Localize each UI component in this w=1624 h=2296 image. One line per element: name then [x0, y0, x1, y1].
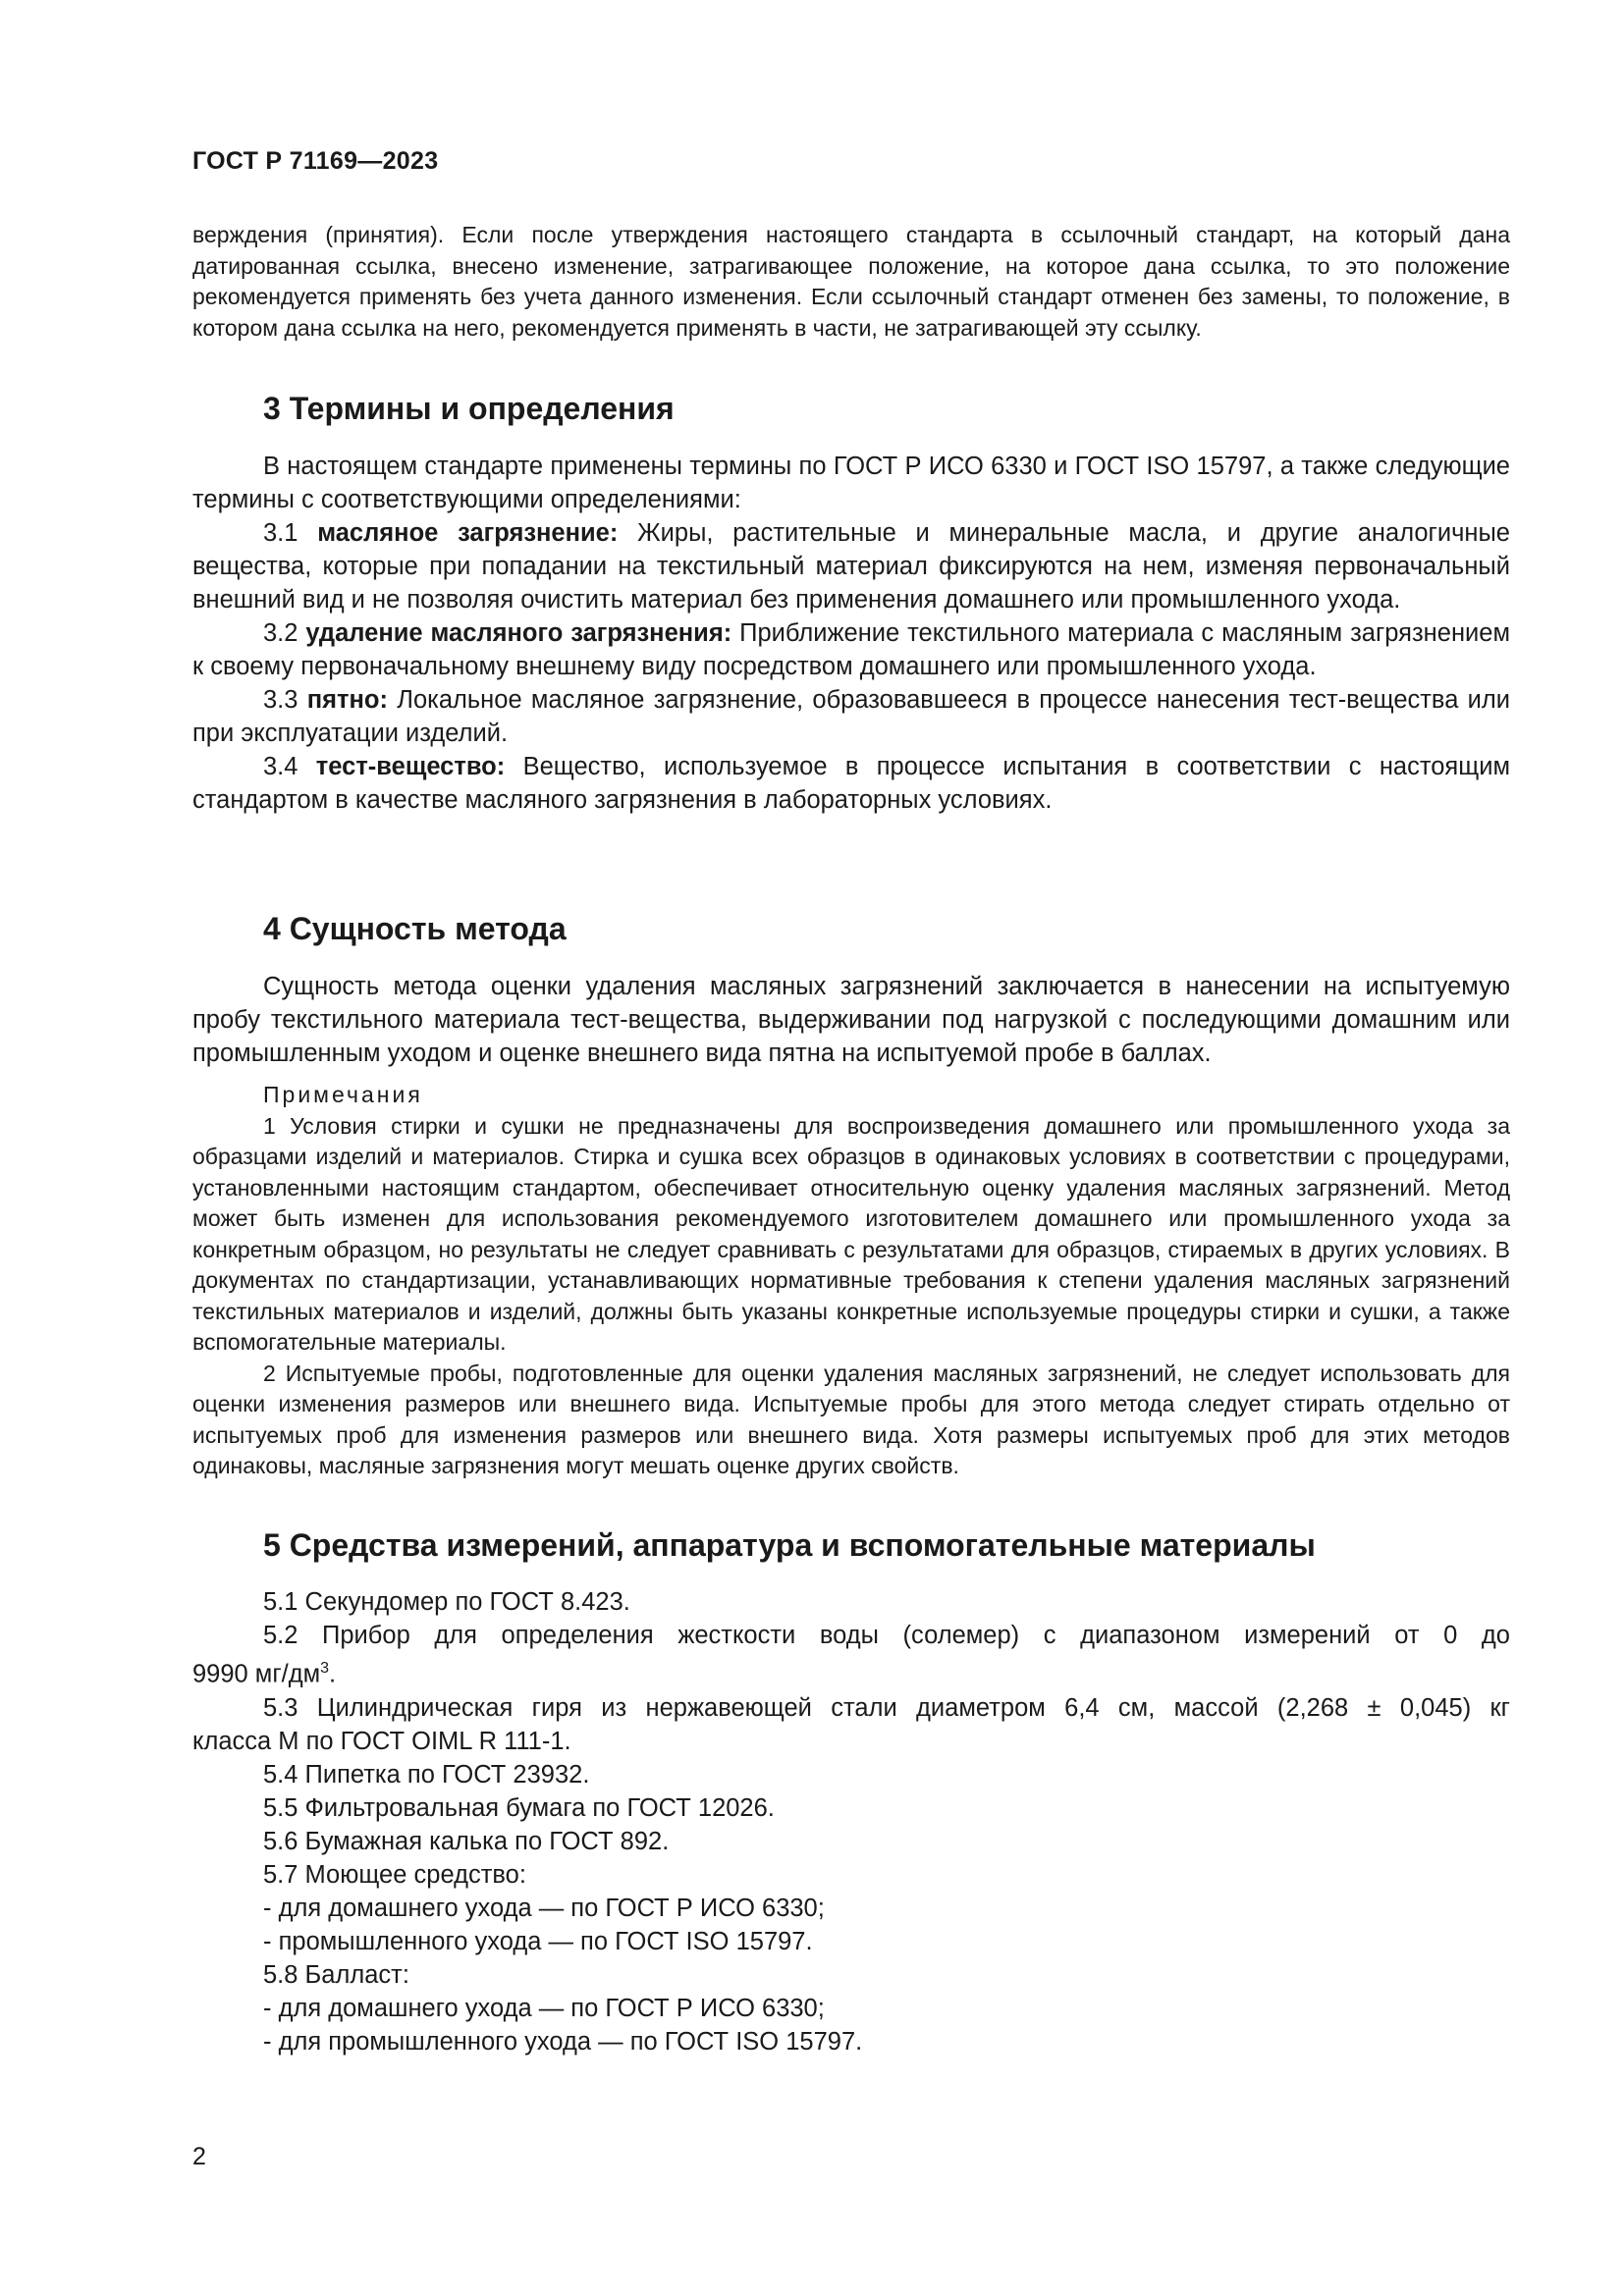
section-5-list: [192, 1585, 1510, 2058]
note-1: 1 Условия стирки и сушки не предназначены для воспроизведения домашнего или промышленного ухода за образцами изделий и материалов. Стирка и сушка всех образцов в одинаковых условиях в соответствии с процедурами, установленными настоящим стандартом, обеспечивает относительную оценку удаления масляных загрязнений. Метод может быть изменен для использования рекомендуемого изготовителем домашнего или промышленного ухода за конкретным образцом, но результаты не следует сравнивать с результатами для образцов, стираемых в других условиях. В документах по стандартизации, устанавливающих нормативные требования к степени удаления масляных загрязнений текстильных материалов и изделий, должны быть указаны конкретные используемые процедуры стирки и сушки, а также вспомогательные материалы.: [192, 1112, 1510, 1355]
section-4-text: Сущность метода оценки удаления масляных загрязнений заключается в нанесении на испытуемую пробу текстильного материала тест-вещества, выдерживании под нагрузкой с последующими домашним или промышленным уходом и оценке внешнего вида пятна на испытуемой пробе в баллах.: [192, 973, 1510, 1067]
intro-paragraph: верждения (принятия). Если после утверждения настоящего стандарта в ссылочный стандарт, на который дана датированная ссылка, внесено изменение, затрагивающее положение, на которое дана ссылка, то это положение рекомендуется применять без учета данного изменения. Если ссылочный стандарт отменен без замены, то положение, в котором дана ссылка на него, рекомендуется применять в части, не затрагивающей эту ссылку.: [192, 222, 1510, 341]
item-5-8: 5.8 Балласт:: [263, 1960, 409, 1989]
item-5-2-cont: 9990 $мг/дм^3$.: [192, 1660, 337, 1688]
term-3-3: 3.3 пятно: Локальное масляное загрязнение, образовавшееся в процессе нанесения тест-вещества или при эксплуатации изделий.: [192, 686, 1510, 747]
item-5-6: 5.6 Бумажная калька по ГОСТ 892.: [263, 1827, 670, 1855]
item-5-5: 5.5 Фильтровальная бумага по ГОСТ 12026.: [263, 1793, 775, 1822]
page-number: 2: [192, 2143, 206, 2170]
item-5-3: 5.3 Цилиндрическая гиря из нержавеющей стали диаметром 6,4 см, массой (2,268 ± 0,045) кг: [263, 1693, 1510, 1722]
term-3-1: 3.1 масляное загрязнение: Жиры, растительные и минеральные масла, и другие аналогичные вещества, которые при попадании на текстильный материал фиксируются на нем, изменяя первоначальный внешний вид и не позволяя очистить материал без применения домашнего или промышленного ухода.: [192, 519, 1510, 614]
item-5-4: 5.4 Пипетка по ГОСТ 23932.: [263, 1760, 590, 1789]
section-3-title: 3 Термины и определения: [263, 391, 675, 426]
item-5-2: 5.2 Прибор для определения жесткости воды (солемер) с диапазоном измерений от 0 до: [263, 1622, 1510, 1649]
item-5-8-industrial: - для промышленного ухода — по ГОСТ ISO 15797.: [263, 2027, 863, 2056]
term-3-4: 3.4 тест-вещество: Вещество, используемое в процессе испытания в соответствии с настоящим стандартом в качестве масляного загрязнения в лабораторных условиях.: [192, 753, 1510, 814]
item-5-1: 5.1 Секундомер по ГОСТ 8.423.: [263, 1588, 630, 1616]
notes-title: Примечания: [263, 1082, 423, 1107]
section-3-lead: В настоящем стандарте применены термины по ГОСТ Р ИСО 6330 и ГОСТ ISO 15797, а также следующие термины с соответствующими определениями:: [192, 453, 1510, 513]
item-5-3-cont: класса М по ГОСТ OIML R 111-1.: [192, 1727, 571, 1755]
note-2: 2 Испытуемые пробы, подготовленные для оценки удаления масляных загрязнений, не следует использовать для оценки изменения размеров или внешнего вида. Испытуемые пробы для этого метода следует стирать отдельно от испытуемых проб для изменения размеров или внешнего вида. Хотя размеры испытуемых проб для этих методов одинаковы, масляные загрязнения могут мешать оценке других свойств.: [192, 1360, 1510, 1478]
document-header: ГОСТ Р 71169—2023: [192, 147, 439, 175]
section-5-title: 5 Средства измерений, аппаратура и вспомогательные материалы: [263, 1527, 1316, 1563]
section-4-body: [192, 970, 1510, 1070]
item-5-7: 5.7 Моющее средство:: [263, 1860, 526, 1889]
section-4-notes: [192, 1080, 1510, 1482]
term-3-2: 3.2 удаление масляного загрязнения: Приближение текстильного материала с масляным загрязнением к своему первоначальному внешнему виду посредством домашнего или промышленного ухода.: [192, 619, 1510, 680]
item-5-7-home: - для домашнего ухода — по ГОСТ Р ИСО 6330;: [263, 1894, 825, 1922]
item-5-8-home: - для домашнего ухода — по ГОСТ Р ИСО 6330;: [263, 1994, 825, 2022]
item-5-7-industrial: - промышленного ухода — по ГОСТ ISO 15797.: [263, 1927, 813, 1955]
section-4-title: 4 Сущность метода: [263, 911, 567, 946]
section-3-body: [192, 450, 1510, 817]
